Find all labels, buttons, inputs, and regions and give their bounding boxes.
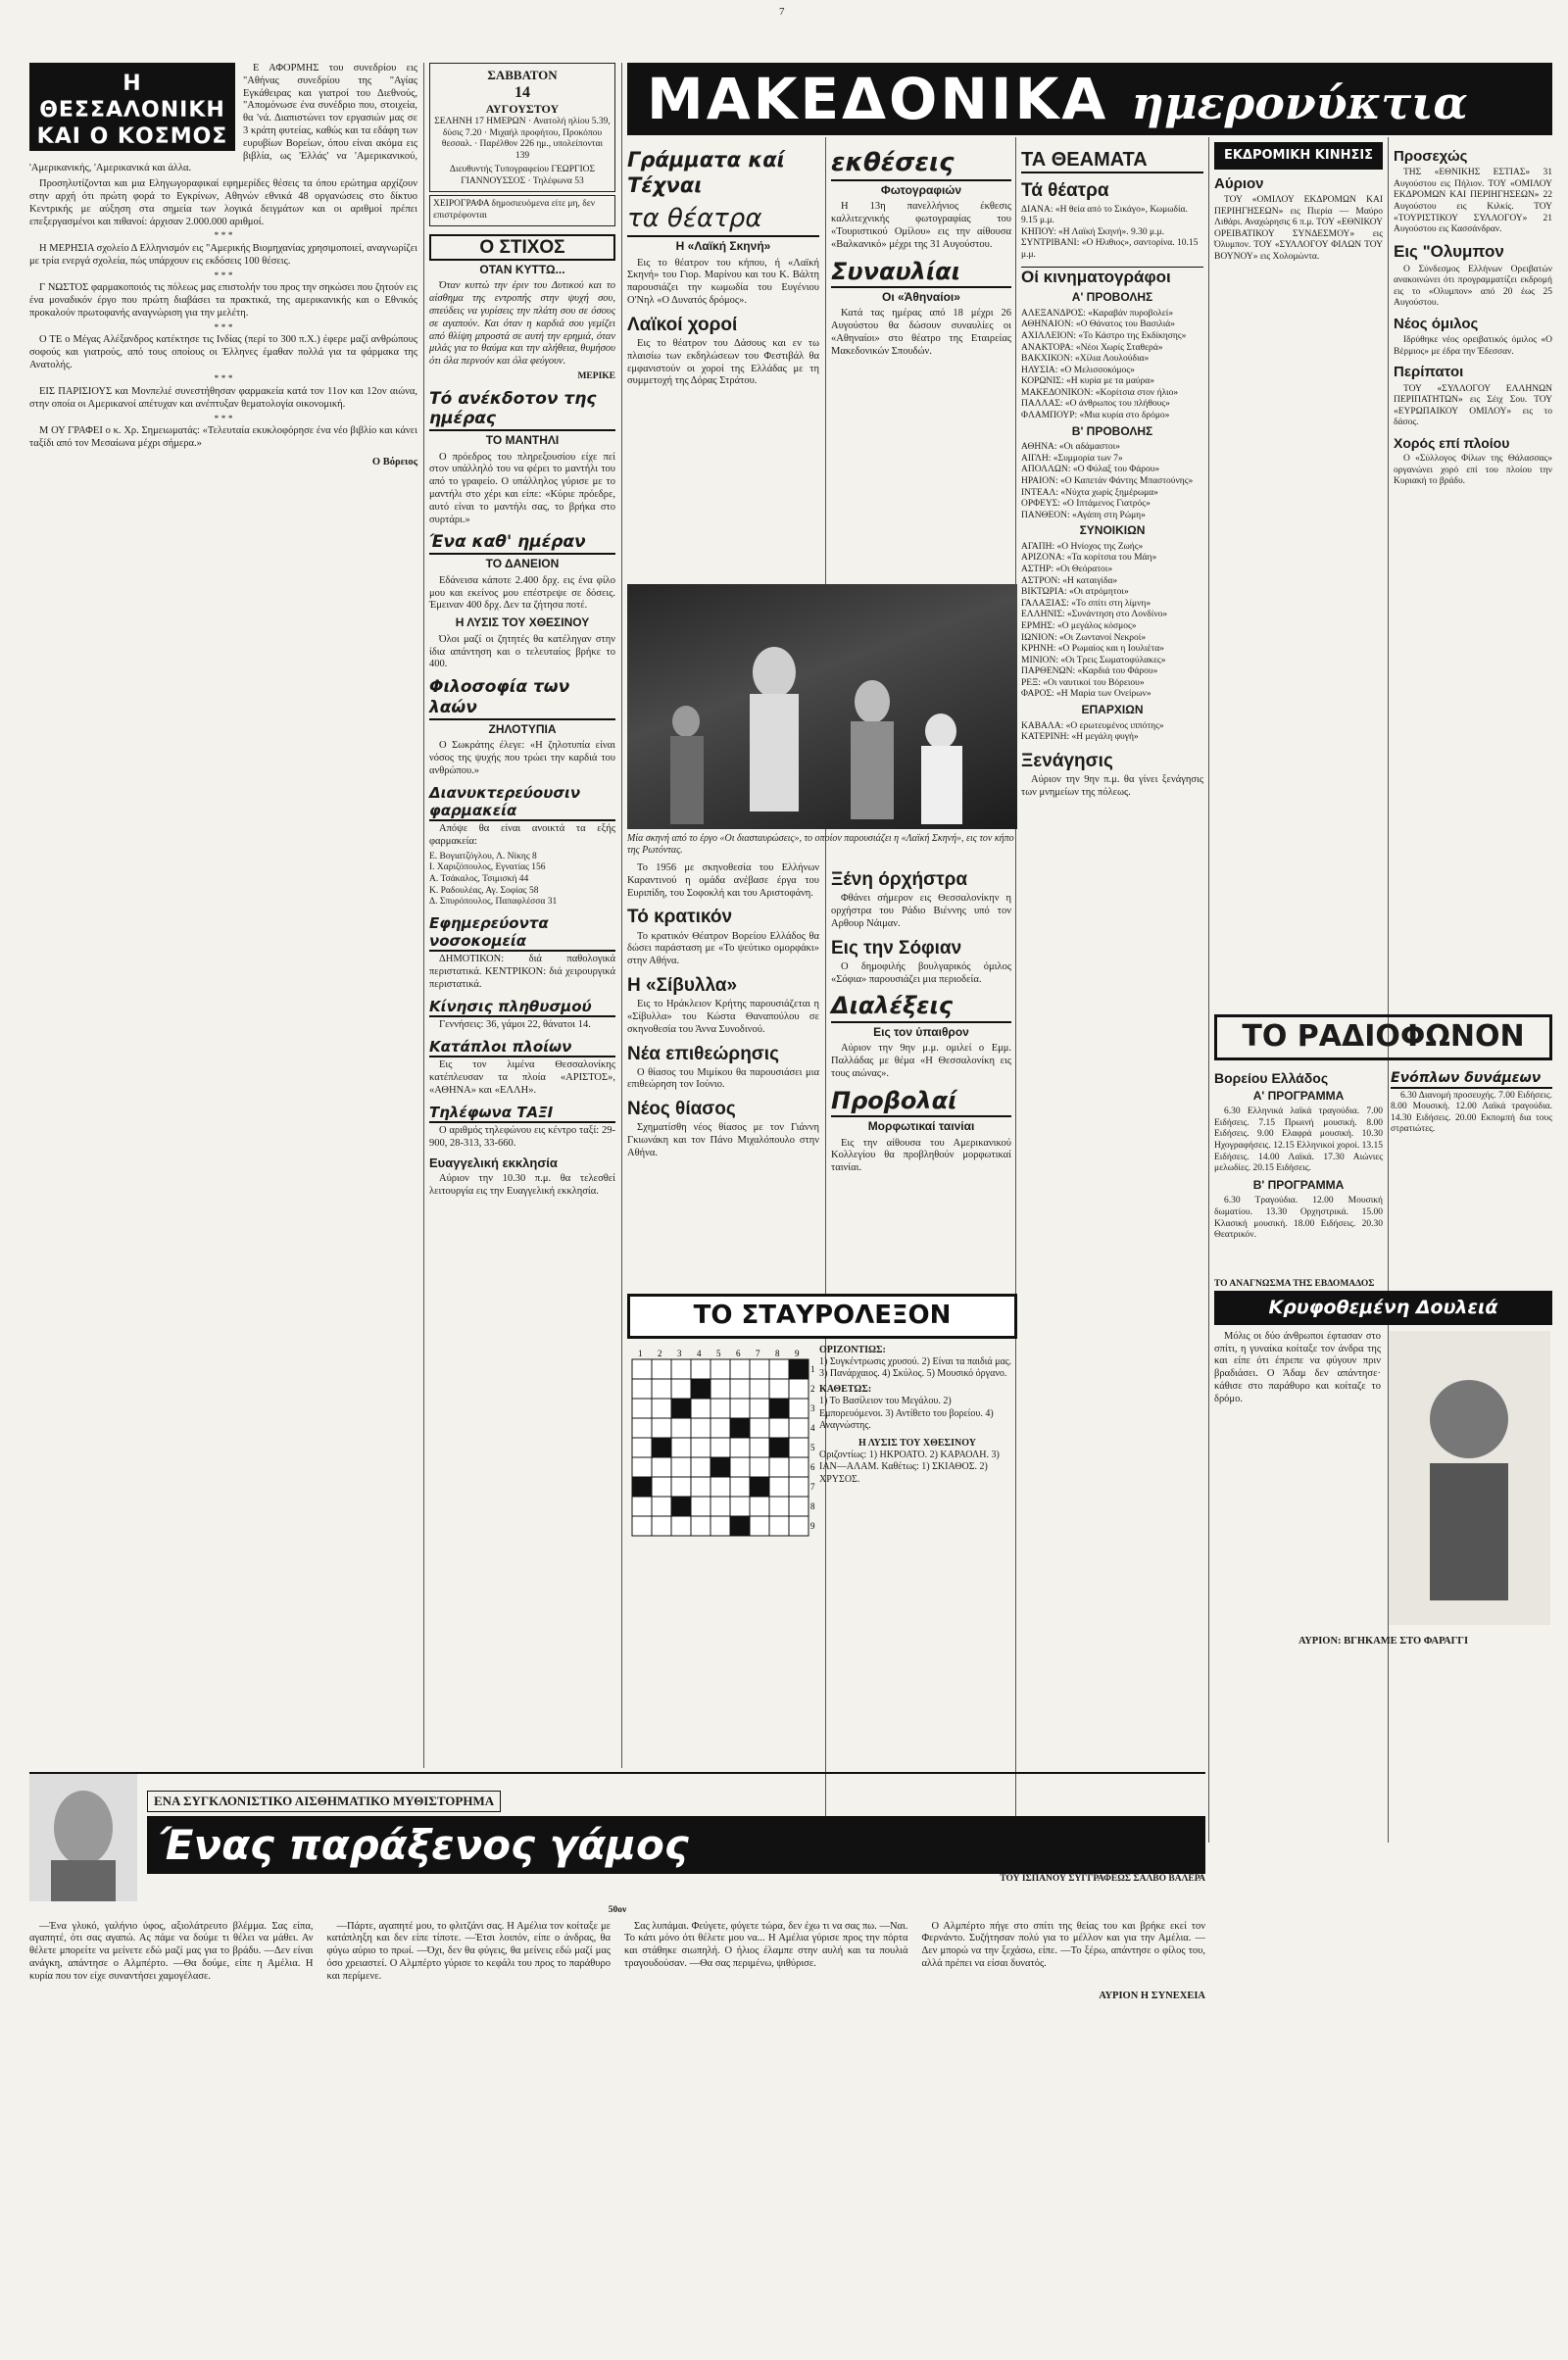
projections-title: Προβολαί xyxy=(831,1087,1011,1117)
crossword-column-number: 3 xyxy=(677,1348,682,1358)
projections-subtitle: Μορφωτικαί ταινίαι xyxy=(867,1118,975,1133)
radio-section xyxy=(1214,1014,1552,1269)
article-paragraph: Ε ΑΦΟΡΜΗΣ του συνεδρίου εις "Αθήνας συνεδρίου της "Αγίας Εγκάθειρας και γιατροί του Διεθνούς, "Απομόνωσε ένα συνέδριο που, στοιχεία, θα 'νά. Διαπιστώνει τον εργασιών μας σε 3 κράτη φυτείας, καθώς και τα εδάφη των ευρυβίων Βορείων, όπου είναι ακόμα εις βιβλία, ως 'Ελλάς' να 'Αμερικανικού, 'Αμερικανικής, 'Αμερικανικά και άλλα. xyxy=(29,63,417,174)
crossword-cell xyxy=(730,1418,750,1438)
population-title: Κίνησις πληθυσμού xyxy=(429,998,615,1017)
new-revue-title: Νέα επιθεώρησις xyxy=(627,1043,779,1064)
crossword-cell xyxy=(789,1438,808,1457)
down-clues: 1) Το Βασίλειον του Μεγάλου. 2) Εμπορευόμενοι. 3) Αντίθετο του βορείου. 4) Αναγνώστης. xyxy=(819,1396,994,1431)
crossword-row-number: 7 xyxy=(810,1481,815,1492)
director: Διευθυντής Τυπογραφείου ΓΕΩΡΓΙΟΣ ΓΙΑΝΝΟΥΣΣΟΣ · Τηλέφωνα 53 xyxy=(449,165,596,186)
theater-text: Εις το θέατρον του κήπου, ή «Λαϊκή Σκηνή» του Γιορ. Μαρίνου και του Κ. Βάλτη παρουσιάζει την κωμωδία του Ευγένιου Ο'Νηλ «Ο Δυνατός δρόμος». xyxy=(627,257,819,306)
crossword-cell xyxy=(730,1457,750,1477)
crossword-cell xyxy=(750,1457,769,1477)
pharmacy-item: Ε. Βογιατζόγλου, Λ. Νίκης 8 xyxy=(429,851,537,861)
stichos-text: Όταν κυττώ την έριν του Δυτικού και το αίσθημα της εντροπής στην ψυχή σου, σπεύδεις να γυρίσεις την πλάτη σου σε όσους σε αγαπούν. Και όταν η καρδιά σου γεμίζει από θλίψη μπροστά σε αυτή την ερημιά, όταν μιλάς για το θαύμα και την αλήθεια, θυμήσου ότι όλα περνούν και όλα φεύγουν. xyxy=(429,280,615,368)
left-column xyxy=(29,63,417,1768)
cinemas-title: Οί κινηματογράφοι xyxy=(1021,267,1203,288)
crossword-cell xyxy=(710,1399,730,1418)
crossword-column-number: 2 xyxy=(658,1348,662,1358)
crossword-column-number: 6 xyxy=(736,1348,741,1358)
serial-columns xyxy=(29,1921,1205,1987)
philosophy-text: Ο Σωκράτης έλεγε: «Η ζηλοτυπία είναι νόσος της ψυχής που τρώει την καρδιά του ανθρώπου.» xyxy=(429,740,615,776)
crossword-column-number: 7 xyxy=(756,1348,760,1358)
crossword-row-number: 1 xyxy=(810,1363,815,1374)
crossword-cell xyxy=(750,1516,769,1536)
crossword-cell xyxy=(632,1359,652,1379)
novel-text: Μόλις οι δύο άνθρωποι έφτασαν στο σπίτι, η γυναίκα κοίταξε τον άνδρα της και είπε ότι έπρεπε να φύγουν πριν βραδιάσει. Ο Άδαμ δεν απάντησε· κάθισε στο παράθυρο και κοίταζε το δρόμο. xyxy=(1214,1330,1381,1404)
separator: * * * xyxy=(214,231,233,242)
crossword-cell xyxy=(710,1438,730,1457)
crossword-row-number: 5 xyxy=(810,1442,815,1452)
crossword-cell xyxy=(769,1399,789,1418)
crossword-column-number: 1 xyxy=(638,1348,643,1358)
upcoming-title: Προσεχώς xyxy=(1394,148,1468,165)
column-rule xyxy=(621,63,622,1768)
cinema-listing: ΠΑΡΘΕΝΩΝ: «Καρδιά του Φάρου» xyxy=(1021,666,1158,677)
anecdote-text: Ο πρόεδρος του πληρεξουσίου είχε πεί στον υπάλληλό του να φέρει το μαντήλι του από το γραφείο. Ο υπάλληλος γύρισε με το μαντήλι στο χέρι και είπε: «Κύριε πρόεδρε, αυτό είναι το μαντήλι σας, το βρήκα στο συρτάρι.» xyxy=(429,451,615,525)
first-run-title: Α' ΠΡΟΒΟΛΗΣ xyxy=(1071,290,1153,305)
radio-title: ΤΟ ΡΑΔΙΟΦΩΝΟΝ xyxy=(1214,1014,1552,1060)
crossword-cell xyxy=(750,1477,769,1497)
cruise-text: Ο «Σύλλογος Φίλων της Θάλασσας» οργανώνει χορό επί του πλοίου την Κυριακή το βράδυ. xyxy=(1394,453,1552,487)
cinema-listing: ΗΛΥΣΙΑ: «Ο Μελισσοκόμος» xyxy=(1021,365,1135,375)
stichos-title: Ο ΣΤΙΧΟΣ xyxy=(429,234,615,261)
lectures-title: Διαλέξεις xyxy=(831,992,1011,1022)
church-text: Αύριον την 10.30 π.μ. θα τελεσθεί λειτουργία εις την Ευαγγελική εκκλησία. xyxy=(429,1173,615,1198)
crossword-cell xyxy=(710,1418,730,1438)
column-rule xyxy=(1208,137,1209,1843)
spectacles-header: ΤΑ ΘΕΑΜΑΤΑ xyxy=(1021,148,1203,173)
crossword-cell xyxy=(691,1457,710,1477)
cinema-listing: ΒΙΚΤΩΡΙΑ: «Οι ατρόμητοι» xyxy=(1021,587,1129,598)
dance-text: Εις το θέατρον του Δάσους και εν τω πλαισίω των εκδηλώσεων του Φεστιβάλ θα εμφανιστούν οι χοροί της Ελλάδας με τη συμμετοχή της Δόρας Στράτου. xyxy=(627,337,819,387)
crossword-cell xyxy=(652,1497,671,1516)
upcoming-text: ΤΗΣ «ΕΘΝΙΚΗΣ ΕΣΤΙΑΣ» 31 Αυγούστου εις Πήλιον. ΤΟΥ «ΟΜΙΛΟΥ ΕΚΔΡΟΜΩΝ ΚΑΙ ΠΕΡΙΗΓΗΣΕΩΝ» 22 Αυγούστου εις Κιλκίς. ΤΟΥ «ΤΟΥΡΙΣΤΙΚΟΥ ΣΥΛΛΟΓΟΥ» 21 Αυγούστου εις Κασσάνδραν. xyxy=(1394,168,1552,235)
orchestra-title: Ξένη όρχήστρα xyxy=(831,869,968,890)
crossword-column-number: 4 xyxy=(697,1348,702,1358)
date-box xyxy=(429,63,615,192)
crossword-cell xyxy=(652,1438,671,1457)
crossword-cell xyxy=(730,1399,750,1418)
crossword-cell xyxy=(769,1497,789,1516)
crossword-cell xyxy=(730,1497,750,1516)
new-revue-text: Ο θίασος του Μιμίκου θα παρουσιάσει μια επιθεώρηση τον Ιούνιο. xyxy=(627,1066,819,1091)
crossword-cell xyxy=(789,1379,808,1399)
article-paragraph: Γ ΝΩΣΤΟΣ φαρμακοποιός τις πόλεως μας επιστολήν του προς την σηκώσει που ζητούν εις ένα μοναδικόν έργο που πρώτη διαβάσει τα πρακτικά, της αμερικανικής και ο Εθνικός προκαλούν πρωτοφανής αναγνώριση για την μελέτη. xyxy=(29,282,417,319)
cinema-listing: ΗΡΑΙΟΝ: «Ο Καπετάν Φάντης Μπαστούνης» xyxy=(1021,475,1194,486)
crossword-cell xyxy=(632,1379,652,1399)
crossword-cell xyxy=(671,1438,691,1457)
serial-col: —Πάρτε, αγαπητέ μου, το φλιτζάνι σας. Η Αμέλια τον κοίταξε με κατάπληξη και δεν είπε τίποτε. —Έτσι λοιπόν, είπε ο άνδρας, θα φύγω αύριο το πρωί. —Όχι, δεν θα φύγεις, θα μείνεις εδώ μαζί μας όσο χρειαστεί. Ο Αλμπέρτο γύρισε το κεφάλι του προς το παράθυρο και περίμενε. xyxy=(326,1920,611,1982)
daily-text: Εδάνεισα κάποτε 2.400 δρχ. εις ένα φίλο μου και εκείνος μου επέστρεψε σε δόσεις. Έμειναν 400 δρχ. Δεν τα ζήτησα ποτέ. xyxy=(429,574,615,612)
article-paragraph: Ο ΤΕ ο Μέγας Αλέξανδρος κατέκτησε τις Ινδίας (περί το 300 π.Χ.) έφερε μαζί ανθρώπους σοφούς και γιατρούς, από τους οποίους οι Έλληνες έμαθαν πολλά για τα φάρμακα της Ανατολής. xyxy=(29,334,417,370)
crossword xyxy=(627,1294,1017,1764)
population-text: Γεννήσεις: 36, γάμοι 22, θάνατοι 14. xyxy=(439,1019,591,1031)
crossword-cell xyxy=(769,1438,789,1457)
theater-item-title: Η «Λαϊκή Σκηνή» xyxy=(675,238,771,253)
separator: * * * xyxy=(214,270,233,281)
cinema-listing: ΟΡΦΕΥΣ: «Ο Ιπτάμενος Γιατρός» xyxy=(1021,499,1151,510)
crossword-cell xyxy=(671,1379,691,1399)
crossword-cell xyxy=(750,1438,769,1457)
cinema-listing: ΕΛΛΗΝΙΣ: «Συνάντηση στο Λονδίνο» xyxy=(1021,610,1168,620)
crossword-cell xyxy=(652,1516,671,1536)
crossword-cell xyxy=(632,1399,652,1418)
serial-author: ΤΟΥ ΙΣΠΑΝΟΥ ΣΥΓΓΡΑΦΕΩΣ ΣΑΛΒΟ ΒΑΛΕΡΑ xyxy=(1000,1873,1205,1884)
cinema-listing: ΑΙΓΛΗ: «Συμμορία των 7» xyxy=(1021,453,1123,464)
crossword-cell xyxy=(789,1359,808,1379)
crossword-cell xyxy=(789,1399,808,1418)
forces-text: 6.30 Διανομή προσευχής. 7.00 Ειδήσεις. 8.00 Μουσική. 12.00 Λαϊκά τραγούδια. 14.30 Ειδήσεις. 20.00 Εκπομπή δια τους στρατιώτες. xyxy=(1391,1090,1552,1135)
cinema-listing: ΚΟΡΩΝΙΣ: «Η κυρία με τα μαύρα» xyxy=(1021,376,1154,387)
pharmacy-item: Δ. Σπυρόπουλος, Παπαφλέσσα 31 xyxy=(429,897,558,908)
puzzle-solution-text: Όλοι μαζί οι ζητητές θα κατέληγαν στην ίδια απάντηση και ο τελευταίος βρήκε το 400. xyxy=(429,633,615,670)
date-month: ΑΥΓΟΥΣΤΟΥ xyxy=(485,102,560,117)
olympus-text: Ο Σύνδεσμος Ελλήνων Ορειβατών ανακοινώνει ότι προγραμματίζει εκδρομή εις το «Ολυμπον» από 20 έως 25 Αυγούστου. xyxy=(1394,264,1552,309)
sofia-title: Εις την Σόφιαν xyxy=(831,937,962,959)
cinema-listing: ΑΝΑΚΤΟΡΑ: «Νέοι Χωρίς Σταθερά» xyxy=(1021,342,1163,353)
crossword-cell xyxy=(769,1379,789,1399)
separator: * * * xyxy=(214,322,233,333)
crossword-cell xyxy=(652,1359,671,1379)
novel-illustration xyxy=(1389,1331,1550,1630)
date-number: 14 xyxy=(514,83,530,101)
cinema-listing: ΑΘΗΝΑ: «Οι αδάμαστοι» xyxy=(1021,442,1120,453)
novel-label: ΤΟ ΑΝΑΓΝΩΣΜΑ ΤΗΣ ΕΒΔΟΜΑΔΟΣ xyxy=(1214,1279,1375,1289)
crossword-cell xyxy=(691,1477,710,1497)
crossword-cell xyxy=(750,1497,769,1516)
crossword-cell xyxy=(789,1477,808,1497)
neighborhood-title: ΣΥΝΟΙΚΙΩΝ xyxy=(1079,523,1146,538)
walks-text: ΤΟΥ «ΣΥΛΛΟΓΟΥ ΕΛΛΗΝΩΝ ΠΕΡΙΠΑΤΗΤΩΝ» εις Σέιχ Σου. ΤΟΥ «ΕΥΡΩΠΑΙΚΟΥ ΟΜΙΛΟΥ» εις το δάσος. xyxy=(1394,383,1552,428)
notices-column xyxy=(1394,142,1552,1005)
radio-north-title: Βορείου Ελλάδος xyxy=(1214,1069,1329,1086)
cinema-listing: ΒΑΚΧΙΚΟΝ: «Χίλια Λουλούδια» xyxy=(1021,354,1150,365)
program-b-title: Β' ΠΡΟΓΡΑΜΜΑ xyxy=(1252,1177,1345,1192)
crossword-cell xyxy=(652,1457,671,1477)
photo-caption: Μία σκηνή από το έργο «Οι διασταυρώσεις», το οποίον παρουσιάζει η «Λαϊκή Σκηνή», εις τον κήπο της Ρωτόντας. xyxy=(627,833,1014,857)
concerts-subtitle: Οι «Άθηναίοι» xyxy=(882,289,960,304)
crossword-column-number: 8 xyxy=(775,1348,780,1358)
novel-figure xyxy=(1389,1331,1550,1625)
crossword-cell xyxy=(632,1477,652,1497)
crossword-column-number: 9 xyxy=(795,1348,800,1358)
tomorrow-title: Αύριον xyxy=(1214,174,1264,192)
kratikon-title: Τό κρατικόν xyxy=(627,907,733,928)
crossword-cell xyxy=(730,1516,750,1536)
hospitals-text: ΔΗΜΟΤΙΚΟΝ: διά παθολογικά περιστατικά. ΚΕΝΤΡΙΚΟΝ: διά χειρουργικά περιστατικά. xyxy=(429,954,615,990)
walks-title: Περίπατοι xyxy=(1394,364,1464,381)
crossword-cell xyxy=(710,1516,730,1536)
crossword-cell xyxy=(789,1418,808,1438)
cinema-listing: ΚΡΗΝΗ: «Ο Ρωμαίος και η Ιουλιέτα» xyxy=(1021,644,1164,655)
new-troupe-text: Σχηματίσθη νέος θίασος με τον Γιάννη Γκιωνάκη και τον Πάνο Μιχαλόπουλο στην Αθήνα. xyxy=(627,1122,819,1159)
crossword-cell xyxy=(730,1438,750,1457)
serial-section xyxy=(29,1772,1205,2354)
across-label: ΟΡΙΖΟΝΤΙΩΣ: xyxy=(819,1344,886,1355)
crossword-row-number: 3 xyxy=(810,1402,815,1413)
crossword-cell xyxy=(652,1379,671,1399)
serial-col: Σας λυπάμαι. Φεύγετε, φύγετε τώρα, δεν έχω τι να σας πω. —Ναι. Το κάτι μόνο ότι θέλετε μου να... Η Αμέλια γύρισε προς την πόρτα και στάθηκε σιωπηλή. Ο ήλιος έλαμπε στην αυλή και τα πουλιά τραγουδούσαν. —Θα σας περιμένω, ψιθύρισε. xyxy=(624,1920,908,1969)
novel-section xyxy=(1214,1279,1552,1764)
crossword-cell xyxy=(769,1359,789,1379)
cinema-listing: ΡΕΞ: «Οι ναυτικοί του Βόρειου» xyxy=(1021,677,1145,688)
crossword-cell xyxy=(691,1516,710,1536)
cinema-listing: ΑΡΙΖΟΝΑ: «Τα κορίτσια του Μάη» xyxy=(1021,553,1157,564)
dance-title: Λαϊκοί χοροί xyxy=(627,314,738,335)
crossword-row-number: 2 xyxy=(810,1383,815,1394)
orchestra-text: Φθάνει σήμερον εις Θεσσαλονίκην η ορχήστρα του Ράδιο Βιέννης υπό τον Αρθουρ Νάιμαν. xyxy=(831,893,1011,929)
pharmacy-intro: Απόψε θα είναι ανοικτά τα εξής φαρμακεία: xyxy=(429,823,615,848)
cinema-listing: ΑΓΑΠΗ: «Ο Ηνίοχος της Ζωής» xyxy=(1021,541,1144,552)
serial-title: Ένας παράξενος γάμος xyxy=(147,1816,1205,1874)
program-a-title: Α' ΠΡΟΓΡΑΜΜΑ xyxy=(1252,1088,1345,1103)
crossword-cell xyxy=(632,1516,652,1536)
excursions-header: ΕΚΔΡΟΜΙΚΗ ΚΙΝΗΣΙΣ xyxy=(1214,142,1383,170)
article-paragraph: Προσηλυτίζονται και μια Εληγωγοραφικαί εφημερίδες θέσεις τα όπου ερώτημα αρχίζουν στην αρχή ότι πρώτη φορά το Εγκρίνων, Αθηνών εθνικά 48 οργανώσεις στο δίκτυο Κεντρικής με αύξηση στα σημεία των λογικά δειγμάτων και οι αριθμοί πρέπει επεξεργασμένοι και πιθανοί: άρχισαν 2.000.000 αριθμοί. xyxy=(29,178,417,227)
daily-subtitle: ΤΟ ΔΑΝΕΙΟΝ xyxy=(485,557,560,571)
exhibitions-text: Η 13η πανελλήνιος έκθεσις καλλιτεχνικής φωτογραφίας του «Τουριστικού Ομίλου» εις την αίθουσα «Βαλκανικό» μέχρι της 31 Αυγούστου. xyxy=(831,201,1011,250)
crossword-row-number: 8 xyxy=(810,1500,815,1511)
crossword-row-number: 6 xyxy=(810,1461,815,1472)
novel-title: Κρυφοθεμένη Δουλειά xyxy=(1214,1291,1552,1325)
novel-footer: ΑΥΡΙΟΝ: ΒΓΗΚΑΜΕ ΣΤΟ ΦΑΡΑΓΓΙ xyxy=(1298,1635,1469,1647)
anecdote-title: Τό ανέκδοτον της ημέρας xyxy=(429,389,615,431)
crossword-cell xyxy=(750,1359,769,1379)
hospitals-title: Εφημερεύοντα νοσοκομεία xyxy=(429,914,615,953)
article-paragraph: Μ ΟΥ ΓΡΑΦΕΙ ο κ. Χρ. Σημειωματάς: «Τελευταία εκυκλοφόρησε ένα νέο βιβλίο και κάνει ταξίδι από τον Μεσαίωνα μέχρι σήμερα.» xyxy=(29,425,417,450)
article-paragraph: ΕΙΣ ΠΑΡΙΣΙΟΥΣ και Μονπελιέ συνεστήθησαν φαρμακεία κατά τον 11ον και 12ον αιώνα, στην οποία οι Αμερικανοί απέτυχαν και ανέπτυξαν θεματολογία οικονομική. xyxy=(29,386,417,410)
exhibitions-subtitle: Φωτογραφιών xyxy=(880,182,962,197)
kratikon-text: Το κρατικόν Θέατρον Βορείου Ελλάδος θα δώσει παράσταση με «Το ψεύτικο ομορφάκι» στην Αθήνα. xyxy=(627,930,819,967)
cinema-listing: ΠΑΛΛΑΣ: «Ο άνθρωπος του πλήθους» xyxy=(1021,399,1170,410)
crossword-cell xyxy=(671,1399,691,1418)
crossword-row-number: 9 xyxy=(810,1520,815,1531)
pharmacy-item: Α. Τσάκαλος, Τσιμισκή 44 xyxy=(429,874,529,885)
crossword-cell xyxy=(730,1379,750,1399)
cinema-listing: ΚΑΒΑΛΑ: «Ο ερωτευμένος ιππότης» xyxy=(1021,720,1164,731)
projections-text: Εις την αίθουσα του Αμερικανικού Κολλεγίου θα προβληθούν μορφωτικαί ταινίαι. xyxy=(831,1137,1011,1174)
crossword-cell xyxy=(789,1497,808,1516)
sofia-text: Ο δημοφιλής βουλγαρικός όμιλος «Σόφια» παρουσιάζει μια περιοδεία. xyxy=(831,960,1011,985)
forces-title: Ενόπλων δυνάμεων xyxy=(1391,1070,1552,1089)
crossword-cell xyxy=(691,1497,710,1516)
theatre-listing: ΣΥΝΤΡΙΒΑΝΙ: «Ο Ηλιθιος», σαντορίνα. 10.15 μ.μ. xyxy=(1021,238,1199,260)
crossword-cell xyxy=(671,1497,691,1516)
crossword-cell xyxy=(710,1379,730,1399)
crossword-grid xyxy=(627,1345,813,1541)
stichos-subtitle: ΟΤΑΝ ΚΥΤΤΩ... xyxy=(479,262,565,276)
crossword-column-number: 5 xyxy=(716,1348,721,1358)
masthead-italic: ημερονύκτια xyxy=(1131,76,1468,129)
crossword-cell xyxy=(632,1418,652,1438)
crossword-cell xyxy=(730,1359,750,1379)
crossword-cell xyxy=(671,1418,691,1438)
solution-text: Οριζοντίως: 1) ΗΚΡΟΑΤΟ. 2) ΚΑΡΑΟΛΗ. 3) ΙΑΝ—ΑΛΑΜ. Καθέτως: 1) ΣΚΙΑΘΟΣ. 2) ΧΡΥΣΟΣ. xyxy=(819,1450,1000,1485)
spectacles-column xyxy=(1021,142,1203,1764)
club-title: Νέος όμιλος xyxy=(1394,315,1479,332)
column-rule xyxy=(423,63,424,1768)
crossword-cell xyxy=(671,1477,691,1497)
crossword-title: ΤΟ ΣΤΑΥΡΟΛΕΞΟΝ xyxy=(627,1294,1017,1339)
events-column-lower xyxy=(831,862,1011,1274)
cinema-listing: ΕΡΜΗΣ: «Ο μεγάλος κόσμος» xyxy=(1021,620,1137,631)
theater-cont-text: Το 1956 με σκηνοθεσία του Ελλήνων Καραντινού η ομάδα ανέβασε έργα του Ευριπίδη, του Σοφοκλή και του Αριστοφάνη. xyxy=(627,862,819,899)
second-run-title: Β' ΠΡΟΒΟΛΗΣ xyxy=(1071,423,1153,438)
page-number: 7 xyxy=(779,6,785,18)
cinema-listing: ΠΑΝΘΕΟΝ: «Αγάπη στη Ρώμη» xyxy=(1021,510,1146,520)
crossword-cell xyxy=(691,1399,710,1418)
cinema-listing: ΑΠΟΛΛΩΝ: «Ο Φύλαξ του Φάρου» xyxy=(1021,465,1160,475)
cinema-listing: ΚΑΤΕΡΙΝΗ: «Η μεγάλη φυγή» xyxy=(1021,732,1139,743)
serial-col: —Ένα γλυκό, γαλήνιο ύφος, αξιολάτρευτο βλέμμα. Σας είπα, αγαπητέ, ότι σας αγαπώ. Ας πάμε να δούμε τι θέλει να μάθει. Αν θέλετε μπορείτε να μείνετε εδώ μαζί μας για το βράδυ. —Δεν είναι ανάγκη, απάντησε ο Αλμπέρτο. —Θα δούμε, είπε η Αμέλια. Η κυρία που τον είχε συναντήσει χαμογέλασε. xyxy=(29,1920,314,1982)
concerts-text: Κατά τας ημέρας από 18 μέχρι 26 Αυγούστου θα δώσουν συναυλίες οι «Αθηναίοι» στο θέατρο της Εταιρείας Μακεδονικών Σπουδών. xyxy=(831,308,1011,357)
crossword-cell xyxy=(710,1497,730,1516)
cinema-listing: ΑΣΤΡΟΝ: «Η καταιγίδα» xyxy=(1021,575,1118,586)
theatre-listing: ΔΙΑΝΑ: «Η θεία από το Σικάγο», Κωμωδία. 9.15 μ.μ. xyxy=(1021,204,1188,226)
program-b-text: 6.30 Τραγούδια. 12.00 Μουσική δωματίου. 13.30 Ορχηστρικά. 15.00 Κλασική μουσική. 18.00 Ειδήσεις. 20.30 Θεατρικόν. xyxy=(1214,1196,1383,1241)
crossword-cell xyxy=(769,1477,789,1497)
crossword-cell xyxy=(789,1457,808,1477)
crossword-cell xyxy=(632,1497,652,1516)
crossword-clues xyxy=(813,1345,1015,1541)
date-day: ΣΑΒΒΑΤΟΝ xyxy=(487,68,558,82)
arts-column-lower xyxy=(627,862,819,1284)
new-troupe-title: Νέος θίασος xyxy=(627,1099,736,1120)
cinema-listing: ΦΛΑΜΠΟΥΡ: «Μια κυρία στο δρόμο» xyxy=(1021,411,1170,421)
pharmacy-item: Ι. Χαριζόπουλος, Εγνατίας 156 xyxy=(429,862,546,873)
manuscript-note: ΧΕΙΡΟΓΡΑΦΑ δημοσιευόμενα είτε μη, δεν επιστρέφονται xyxy=(429,195,615,225)
crossword-cell xyxy=(652,1477,671,1497)
sibylla-text: Εις το Ηράκλειον Κρήτης παρουσιάζεται η «Σίβυλλα» του Κώστα Θαναπούλου σε σκηνοθεσία του Άννα Συνοδινού. xyxy=(627,999,819,1035)
philosophy-subtitle: ΖΗΛΟΤΥΠΙΑ xyxy=(488,721,557,736)
crossword-cell xyxy=(710,1359,730,1379)
masthead xyxy=(627,63,1552,135)
serial-episode: 50ον xyxy=(608,1905,627,1915)
crossword-cell xyxy=(632,1457,652,1477)
serial-footer: ΑΥΡΙΟΝ Η ΣΥΝΕΧΕΙΑ xyxy=(1099,1990,1205,2001)
puzzle-solution-label: Η ΛΥΣΙΣ ΤΟΥ ΧΘΕΣΙΝΟΥ xyxy=(455,615,590,630)
crossword-cell xyxy=(750,1379,769,1399)
arts-header: Γράμματα καί Τέχναι xyxy=(627,148,785,197)
crossword-cell xyxy=(632,1438,652,1457)
crossword-cell xyxy=(671,1359,691,1379)
lectures-subtitle: Εις τον ύπαιθρον xyxy=(873,1024,969,1039)
stichos-author: ΜΕΡΙΚΕ xyxy=(577,371,615,381)
crossword-cell xyxy=(671,1457,691,1477)
cinema-listing: ΑΛΕΞΑΝΔΡΟΣ: «Καραβάν πυροβολεί» xyxy=(1021,308,1174,319)
ships-text: Εις τον λιμένα Θεσσαλονίκης κατέπλευσαν τα πλοία «ΑΡΙΣΤΟΣ», «ΑΘΗΝΑ» και «ΕΛΛΗ». xyxy=(429,1059,615,1096)
crossword-cell xyxy=(750,1399,769,1418)
crossword-cell xyxy=(769,1457,789,1477)
church-title: Ευαγγελική εκκλησία xyxy=(429,1155,558,1171)
article-paragraph: Η ΜΕΡΗΣΙΑ σχολείο Δ Ελληνισμόν εις "Αμερικής Βιομηχανίας χρησιμοποιεί, αναγνωρίζει με τρία ενεργά σχολεία, πώς υπάρχουν εις εκδόσεις 100 θέσεις. xyxy=(29,242,417,267)
crossword-cell xyxy=(691,1438,710,1457)
crossword-cell xyxy=(652,1418,671,1438)
cinema-listing: ΑΧΙΛΛΕΙΟΝ: «Το Κάστρο της Εκδίκησης» xyxy=(1021,330,1187,341)
solution-label: Η ΛΥΣΙΣ ΤΟΥ ΧΘΕΣΙΝΟΥ xyxy=(858,1438,976,1450)
crossword-cell xyxy=(671,1516,691,1536)
provinces-title: ΕΠΑΡΧΙΩΝ xyxy=(1081,702,1144,716)
crossword-cell xyxy=(769,1418,789,1438)
theatre-listing: ΚΗΠΟΥ: «Η Λαϊκή Σκηνή». 9.30 μ.μ. xyxy=(1021,226,1164,237)
sibylla-title: Η «Σίβυλλα» xyxy=(627,974,738,996)
ships-title: Κατάπλοι πλοίων xyxy=(429,1038,615,1057)
theater-section-title: τα θέατρα xyxy=(627,204,819,237)
crossword-cell xyxy=(691,1418,710,1438)
anecdote-subtitle: ΤΟ ΜΑΝΤΗΛΙ xyxy=(485,433,560,448)
taxi-title: Τηλέφωνα ΤΑΞΙ xyxy=(429,1104,615,1123)
crossword-cell xyxy=(710,1457,730,1477)
tomorrow-text: ΤΟΥ «ΟΜΙΛΟΥ ΕΚΔΡΟΜΩΝ ΚΑΙ ΠΕΡΙΗΓΗΣΕΩΝ» εις Πιερία — Μαύρο Λιθάρι. Αναχώρησις 6 π.μ. ΤΟΥ «ΕΘΝΙΚΟΥ ΟΡΕΙΒΑΤΙΚΟΥ ΣΥΝΔΕΣΜΟΥ» εις Όλυμπον. ΤΟΥ «ΣΥΛΛΟΓΟΥ ΦΙΛΩΝ ΤΟΥ ΒΟΥΝΟΥ» εις Χολομώντα. xyxy=(1214,195,1383,263)
crossword-cell xyxy=(691,1379,710,1399)
cinema-listing: ΙΩΝΙΟΝ: «Οι Ζωντανοί Νεκροί» xyxy=(1021,632,1147,643)
cinema-listing: ΑΣΤΗΡ: «Οι Θεόρατοι» xyxy=(1021,565,1113,575)
theatres-title: Τά θέατρα xyxy=(1021,180,1109,202)
across-clues: 1) Συγκέντρωσις χρυσού. 2) Είναι τα παιδιά μας. 3) Πανάρχαιος. 4) Σκύλος. 5) Μουσικό όργανο. xyxy=(819,1355,1012,1380)
cinema-listing: ΙΝΤΕΑΛ: «Νύχτα χωρίς ξημέρωμα» xyxy=(1021,487,1158,498)
olympus-title: Εις "Ολυμπον xyxy=(1394,241,1504,261)
separator: * * * xyxy=(214,414,233,424)
club-text: Ιδρύθηκε νέος ορειβατικός όμιλος «Ο Βέρμιος» με έδρα την Έδεσσαν. xyxy=(1394,335,1552,357)
crossword-cell xyxy=(750,1418,769,1438)
crossword-cell xyxy=(730,1477,750,1497)
serial-kicker: ΕΝΑ ΣΥΓΚΛΟΝΙΣΤΙΚΟ ΑΙΣΘΗΜΑΤΙΚΟ ΜΥΘΙΣΤΟΡΗΜΑ xyxy=(147,1791,501,1812)
radio-forces xyxy=(1391,1064,1552,1245)
section-header: Η ΘΕΣΣΑΛΟΝΙΚΗ ΚΑΙ Ο ΚΟΣΜΟΣ xyxy=(29,63,235,151)
date-info: ΣΕΛΗΝΗ 17 ΗΜΕΡΩΝ · Ανατολή ηλίου 5.39, δύσις 7.20 · Μιχαήλ προφήτου, Προκόπου θεσσαλ. · Παρέλθον 226 ημ., υπολείπονται 139 xyxy=(434,117,611,161)
tour-title: Ξενάγησις xyxy=(1021,750,1113,771)
photo-figures xyxy=(627,584,1017,829)
serial-portrait xyxy=(29,1774,137,1901)
crossword-row-number: 4 xyxy=(810,1422,815,1433)
tour-text: Αύριον την 9ην π.μ. θα γίνει ξενάγησις των μνημείων της πόλεως. xyxy=(1021,773,1203,798)
signature: Ο Βόρειος xyxy=(371,456,417,467)
crossword-cell xyxy=(789,1516,808,1536)
crossword-cell xyxy=(652,1399,671,1418)
crossword-cell xyxy=(769,1516,789,1536)
cinema-listing: ΓΑΛΑΞΙΑΣ: «Το σπίτι στη λίμνη» xyxy=(1021,598,1152,609)
program-a-text: 6.30 Ελληνικά λαϊκά τραγούδια. 7.00 Ειδήσεις. 7.15 Πρωινή μουσική. 8.00 Ειδήσεις. 9.00 Ελαφρά μουσική. 10.30 Ηχογραφήσεις. 12.15 Ελληνικοί χοροί. 13.15 Ειδήσεις. 14.00 Λαϊκά. 17.30 Αιώνιες μελωδίες. 20.15 Ειδήσεις. xyxy=(1214,1106,1383,1174)
taxi-text: Ο αριθμός τηλεφώνου εις κέντρο ταξί: 29-900, 28-313, 33-660. xyxy=(429,1124,615,1149)
info-column xyxy=(429,63,615,1768)
cruise-title: Χορός επί πλοίου xyxy=(1394,434,1510,451)
exhibitions-title: εκθέσεις xyxy=(831,148,1011,181)
pharmacy-item: Κ. Ραδουλέας, Αγ. Σοφίας 58 xyxy=(429,885,539,896)
crossword-cell xyxy=(710,1477,730,1497)
cinema-listing: ΜΑΚΕΔΟΝΙΚΟΝ: «Κορίτσια στον ήλιο» xyxy=(1021,387,1179,398)
daily-title: Ένα καθ' ημέραν xyxy=(429,532,615,555)
lectures-text: Αύριον την 9ην μ.μ. ομιλεί ο Εμμ. Παλλάδας με θέμα «Η Θεσσαλονίκη εις τους αιώνας». xyxy=(831,1043,1011,1079)
separator: * * * xyxy=(214,374,233,385)
radio-north xyxy=(1214,1064,1383,1245)
news-photo xyxy=(627,584,1017,829)
cinema-listing: ΜΙΝΙΟΝ: «Οι Τρεις Σωματοφύλακες» xyxy=(1021,655,1166,665)
philosophy-title: Φιλοσοφία των λαών xyxy=(429,677,615,719)
masthead-main: ΜΑΚΕΔΟΝΙΚΑ xyxy=(647,66,1109,132)
events-column xyxy=(831,142,1011,578)
concerts-title: Συναυλίαι xyxy=(831,258,1011,288)
down-label: ΚΑΘΕΤΩΣ: xyxy=(819,1384,872,1396)
cinema-listing: ΑΘΗΝΑΙΟΝ: «Ο Θάνατος του Βασιλιά» xyxy=(1021,320,1176,330)
pharmacy-title: Διανυκτερεύουσιν φαρμακεία xyxy=(429,784,615,822)
cinema-listing: ΦΑΡΟΣ: «Η Μαρία των Ονείρων» xyxy=(1021,689,1152,700)
serial-col: Ο Αλμπέρτο πήγε στο σπίτι της θείας του και βρήκε εκεί τον Φερνάντο. Συζήτησαν πολύ για το μέλλον και για την Αμέλια. —Δεν μπορώ να την ξεχάσω, είπε. —Το ξέρω, απάντησε ο φίλος του, αλλά πρέπει να είσαι δυνατός. xyxy=(921,1920,1205,1969)
crossword-cell xyxy=(691,1359,710,1379)
